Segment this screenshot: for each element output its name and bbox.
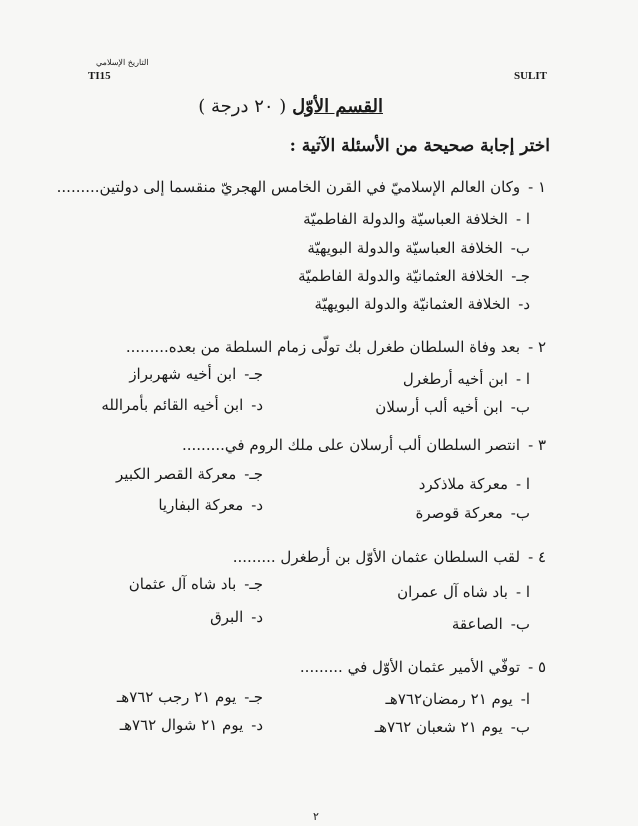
- option-letter: د-: [251, 496, 263, 514]
- q2-option-d: [101, 396, 263, 414]
- question-text: لقب السلطان عثمان الأوّل بن أرطغرل .........: [232, 548, 521, 566]
- option-letter: ا -: [515, 370, 530, 388]
- option-letter: جـ-: [244, 575, 263, 593]
- question-text: بعد وفاة السلطان طغرل بك تولّى زمام السلطة من بعده.........: [125, 338, 521, 356]
- option-letter: ب-: [510, 239, 530, 257]
- option-text: ابن أخيه شهربراز: [129, 365, 237, 383]
- option-letter: د-: [251, 396, 263, 414]
- option-text: يوم ٢١ رمضان٧٦٢هـ: [385, 690, 513, 708]
- option-letter: د-: [251, 608, 263, 626]
- option-letter: ا-: [520, 690, 530, 708]
- option-text: معركة ملاذكرد: [418, 475, 508, 493]
- question-5: [300, 658, 546, 676]
- option-letter: د-: [518, 295, 530, 313]
- question-1: [57, 178, 546, 196]
- option-letter: ا -: [515, 583, 530, 601]
- q3-option-b: [416, 504, 531, 522]
- option-text: معركة قوصرة: [415, 504, 503, 522]
- q2-option-b: [375, 398, 530, 416]
- option-text: البرق: [210, 608, 244, 626]
- option-text: الخلافة العباسيّة والدولة الفاطميّة: [303, 210, 508, 228]
- q3-option-c: [116, 465, 263, 483]
- q1-option-d: [314, 295, 530, 313]
- q1-option-c: [298, 267, 530, 285]
- question-3: [182, 436, 546, 454]
- question-2: [126, 338, 546, 356]
- option-text: الخلافة العثمانيّة والدولة البويهيّة: [314, 295, 511, 313]
- option-text: الخلافة العباسيّة والدولة البويهيّة: [307, 239, 503, 257]
- option-text: يوم ٢١ شوال ٧٦٢هـ: [119, 716, 244, 734]
- subject-code: TI15: [88, 70, 111, 82]
- option-text: معركة البفاريا: [158, 496, 244, 514]
- option-text: الخلافة العثمانيّة والدولة الفاطميّة: [298, 267, 504, 285]
- q4-option-a: [397, 583, 530, 601]
- q2-option-c: [129, 365, 263, 383]
- option-text: باد شاه آل عمران: [397, 583, 508, 601]
- option-letter: جـ-: [511, 267, 530, 285]
- q4-option-c: [129, 575, 263, 593]
- option-letter: جـ-: [244, 688, 263, 706]
- option-letter: ب-: [510, 504, 530, 522]
- q3-option-d: [158, 496, 263, 514]
- q5-option-a: [386, 690, 530, 708]
- option-text: معركة القصر الكبير: [116, 465, 237, 483]
- section-title: [198, 96, 383, 117]
- option-letter: ب-: [510, 615, 530, 633]
- q5-option-d: [120, 716, 263, 734]
- question-text: توفّي الأمير عثمان الأوّل في .........: [299, 658, 521, 676]
- question-text: انتصر السلطان ألب أرسلان على ملك الروم في.........: [181, 436, 521, 454]
- question-number: ٣ -: [528, 436, 546, 454]
- subject-label: التاريخ الإسلامي: [96, 58, 149, 67]
- option-text: ابن أخيه القائم بأمرالله: [101, 396, 244, 414]
- q5-option-c: [117, 688, 263, 706]
- question-number: ٥ -: [528, 658, 546, 676]
- q4-option-d: [210, 608, 263, 626]
- option-text: ابن أخيه ألب أرسلان: [375, 398, 503, 416]
- option-text: ابن أخيه أرطغرل: [402, 370, 508, 388]
- option-letter: جـ-: [244, 365, 263, 383]
- section-title-text: القسم الأوّل: [292, 96, 383, 117]
- q4-option-b: [452, 615, 530, 633]
- option-text: يوم ٢١ شعبان ٧٦٢هـ: [374, 718, 503, 736]
- option-letter: د-: [251, 716, 263, 734]
- question-4: [233, 548, 546, 566]
- option-letter: ب-: [510, 398, 530, 416]
- classification-label: SULIT: [514, 70, 548, 82]
- instruction: اختر إجابة صحيحة من الأسئلة الآتية :: [289, 136, 550, 156]
- q1-option-a: [303, 210, 530, 228]
- page-number: ٢: [313, 810, 319, 823]
- question-text: وكان العالم الإسلاميّ في القرن الخامس الهجريّ منقسما إلى دولتين.........: [56, 178, 521, 196]
- option-letter: ا -: [515, 475, 530, 493]
- option-letter: ا -: [515, 210, 530, 228]
- section-marks: ( ٢٠ درجة ): [198, 96, 287, 117]
- q3-option-a: [419, 475, 530, 493]
- option-letter: ب-: [510, 718, 530, 736]
- option-text: الصاعقة: [451, 615, 503, 633]
- q1-option-b: [307, 239, 530, 257]
- q5-option-b: [375, 718, 530, 736]
- q2-option-a: [403, 370, 530, 388]
- option-text: باد شاه آل عثمان: [128, 575, 237, 593]
- option-text: يوم ٢١ رجب ٧٦٢هـ: [116, 688, 237, 706]
- option-letter: جـ-: [244, 465, 263, 483]
- question-number: ٤ -: [528, 548, 546, 566]
- question-number: ٢ -: [528, 338, 546, 356]
- question-number: ١ -: [528, 178, 546, 196]
